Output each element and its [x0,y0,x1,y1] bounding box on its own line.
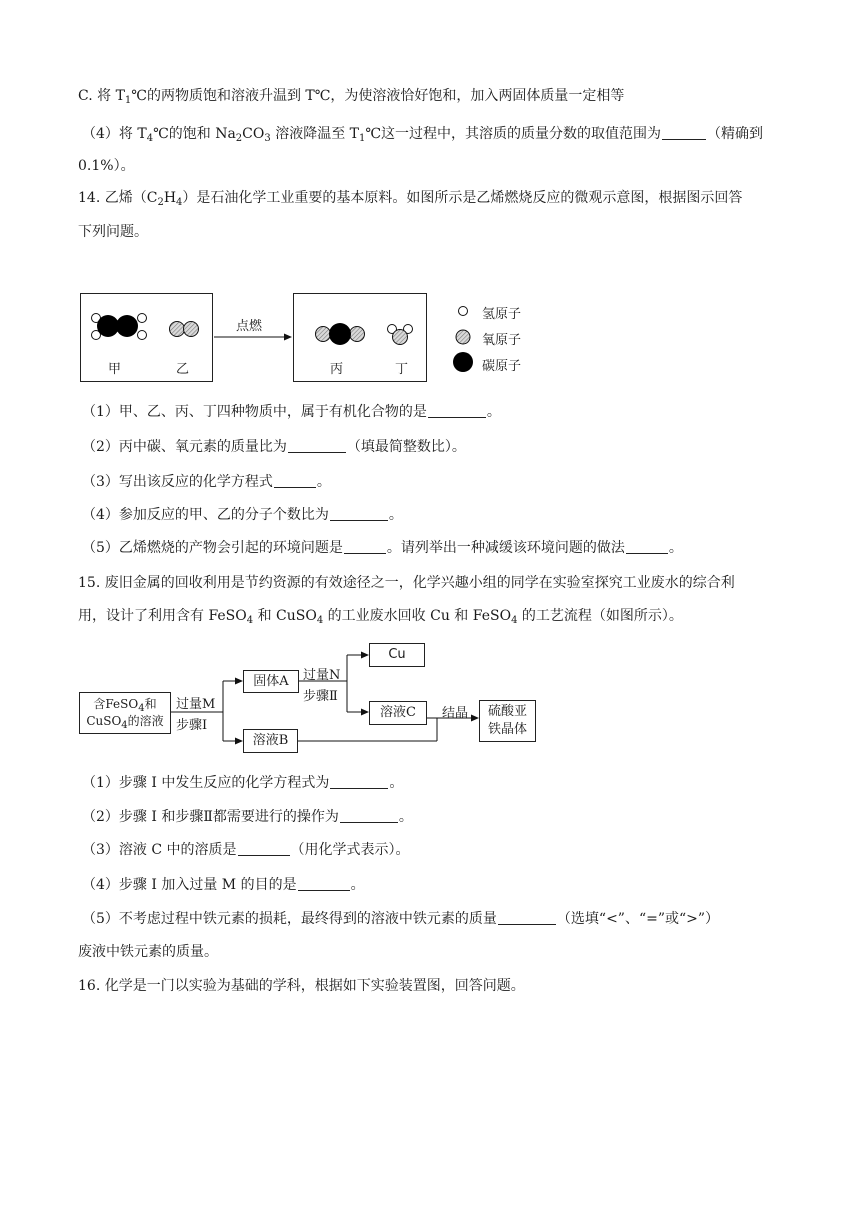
flow-solution-b: 溶液B [243,729,298,753]
label-ding: 丁 [395,362,409,377]
label-yi: 乙 [176,362,190,377]
flow-label-crystallize: 结晶 [442,706,469,721]
legend-oxygen: 氧原子 [482,333,522,348]
flow-start-box: 含FeSO$_4$和 CuSO$_4$的溶液 [79,692,171,734]
flow-product: 硫酸亚 铁晶体 [479,700,536,742]
answer-blank [298,876,350,891]
answer-blank [340,808,398,823]
q15-part1: （1）步骤 I 中发生反应的化学方程式为 。 [82,775,404,791]
flow-label-step1: 步骤Ⅰ [176,718,208,733]
q14-part3: （3）写出该反应的化学方程式 。 [82,474,331,490]
q15-part2: （2）步骤 I 和步骤Ⅱ都需要进行的操作为 。 [82,809,413,825]
label-jia: 甲 [108,362,122,377]
q13-part4-cont: 0.1%）。 [78,158,135,174]
q16-stem: 16. 化学是一门以实验为基础的学科，根据如下实验装置图，回答问题。 [78,978,525,994]
q15-part4: （4）步骤 I 加入过量 M 的目的是 。 [82,877,365,893]
q15-stem: 15. 废旧金属的回收利用是节约资源的有效途径之一，化学兴趣小组的同学在实验室探究工业废水的综合利 [78,575,735,591]
flow-solid-a: 固体A [243,670,299,693]
legend-carbon: 碳原子 [482,359,522,374]
flow-solution-c: 溶液C [369,701,427,725]
q13-option-c: C. 将 $T_1℃$的两物质饱和溶液升温到 T℃，为使溶液恰好饱和，加入两固体质量一定相等 [78,88,625,106]
q14-part1: （1）甲、乙、丙、丁四种物质中，属于有机化合物的是 。 [82,404,501,420]
flow-label-step2: 步骤Ⅱ [303,689,338,704]
q14-stem: 14. 乙烯$(C_2H_4)$是石油化学工业重要的基本原料。如图所示是乙烯燃烧反应的微观示意图，根据图示回答 [78,190,743,208]
q15-part5-cont: 废液中铁元素的质量。 [78,944,218,960]
flow-label-m: 过量M [176,697,216,712]
q14-part5: （5）乙烯燃烧的产物会引起的环境问题是 。请列举出一种减缓该环境问题的做法 。 [82,540,683,556]
q15-stem-cont: 用，设计了利用含有 FeSO$_4$ 和 CuSO$_4$ 的工业废水回收 Cu 和 FeSO$_4$ 的工艺流程（如图所示）。 [78,608,683,626]
q13-part4: （4）将 $T_4℃$的饱和 $Na_2CO_3$ 溶液降温至 $T_1℃$这一过程中，其溶质的质量分数的取值范围为 （精确到 [82,126,764,144]
flow-cu: Cu [369,643,425,667]
flow-label-n: 过量N [303,668,341,683]
q14-stem-cont: 下列问题。 [78,224,148,240]
answer-blank [498,910,556,925]
q15-part3: （3）溶液 C 中的溶质是 （用化学式表示）。 [82,842,410,858]
q14-part2: （2）丙中碳、氧元素的质量比为 （填最简整数比）。 [82,439,466,455]
q15-part5: （5）不考虑过程中铁元素的损耗，最终得到的溶液中铁元素的质量 （选填“<”、“=”或“>”） [82,911,720,927]
arrow-label-ignite: 点燃 [236,319,263,334]
q14-part4: （4）参加反应的甲、乙的分子个数比为 。 [82,507,403,523]
answer-blank [238,841,290,856]
label-bing: 丙 [330,362,344,377]
legend-hydrogen: 氢原子 [482,307,522,322]
answer-blank [330,774,388,789]
